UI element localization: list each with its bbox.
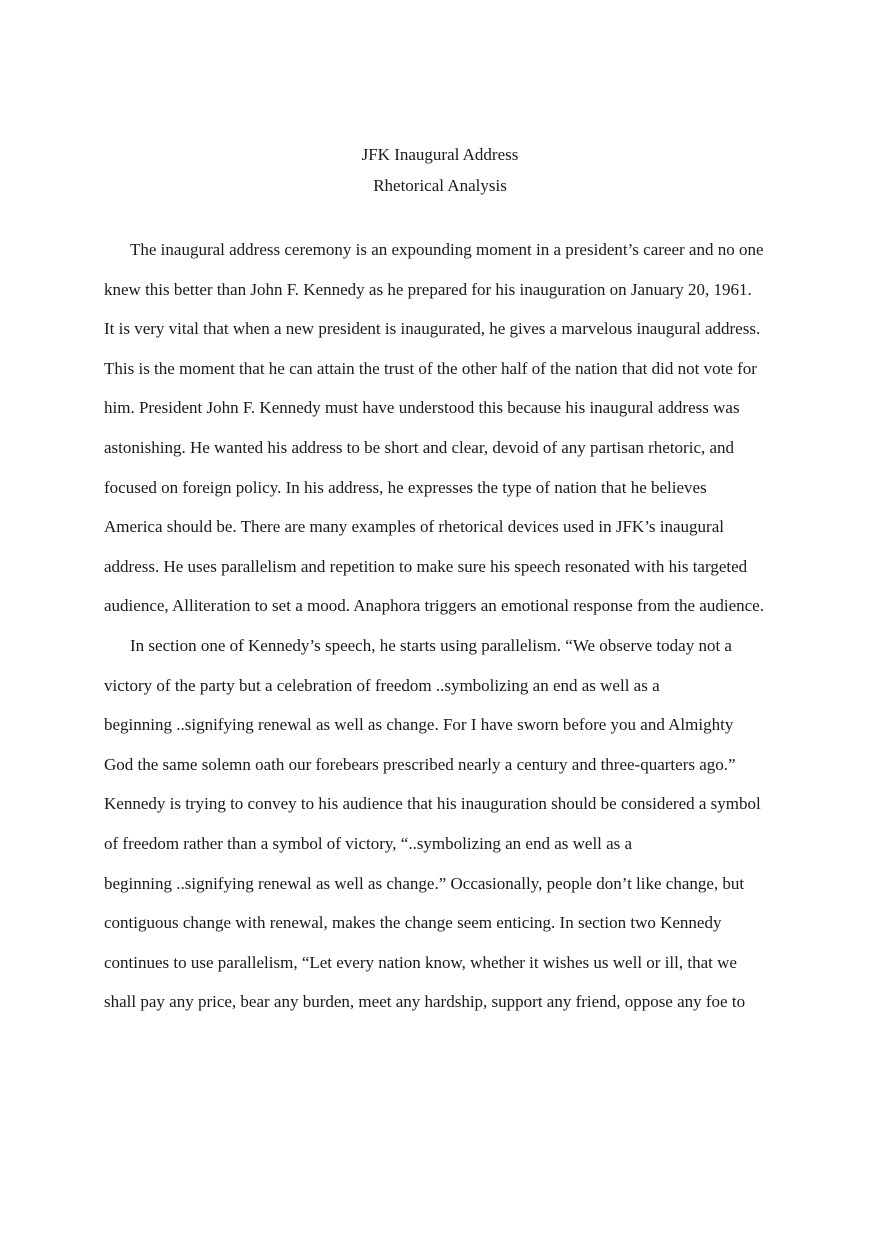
text-line: Kennedy is trying to convey to his audience that his inauguration should be considered a symbol	[104, 794, 761, 814]
text-line: continues to use parallelism, “Let every nation know, whether it wishes us well or ill, that we	[104, 952, 737, 972]
text-line: him. President John F. Kennedy must have understood this because his inaugural address was	[104, 398, 740, 418]
document-subtitle: Rhetorical Analysis	[373, 176, 507, 195]
text-line: It is very vital that when a new president is inaugurated, he gives a marvelous inaugural address.	[104, 319, 761, 339]
text-line: In section one of Kennedy’s speech, he starts using parallelism. “We observe today not a	[130, 635, 732, 655]
text-line: contiguous change with renewal, makes the change seem enticing. In section two Kennedy	[104, 913, 722, 933]
text-line: knew this better than John F. Kennedy as he prepared for his inauguration on January 20, 1961.	[104, 279, 752, 299]
text-line: beginning ..signifying renewal as well as change. For I have sworn before you and Almighty	[104, 715, 734, 735]
essay-body	[104, 232, 776, 1024]
text-line: shall pay any price, bear any burden, meet any hardship, support any friend, oppose any foe to	[104, 992, 746, 1012]
text-line: astonishing. He wanted his address to be short and clear, devoid of any partisan rhetoric, and	[104, 437, 735, 457]
text-line: beginning ..signifying renewal as well as change.” Occasionally, people don’t like change, but	[104, 873, 745, 893]
text-line: victory of the party but a celebration of freedom ..symbolizing an end as well as a	[104, 675, 660, 695]
text-line: audience, Alliteration to set a mood. Anaphora triggers an emotional response from the audience.	[104, 596, 764, 616]
text-line: America should be. There are many examples of rhetorical devices used in JFK’s inaugural	[104, 517, 724, 537]
document-title: JFK Inaugural Address	[361, 145, 519, 164]
text-line: of freedom rather than a symbol of victory, “..symbolizing an end as well as a	[104, 833, 633, 853]
text-line: God the same solemn oath our forebears prescribed nearly a century and three-quarters ago.”	[104, 754, 736, 774]
title-block	[0, 139, 880, 201]
text-line: focused on foreign policy. In his address, he expresses the type of nation that he believes	[104, 477, 707, 497]
text-line: This is the moment that he can attain the trust of the other half of the nation that did not vote for	[104, 358, 757, 378]
text-line: address. He uses parallelism and repetition to make sure his speech resonated with his targeted	[104, 556, 748, 576]
text-line: The inaugural address ceremony is an expounding moment in a president’s career and no one	[130, 240, 764, 259]
